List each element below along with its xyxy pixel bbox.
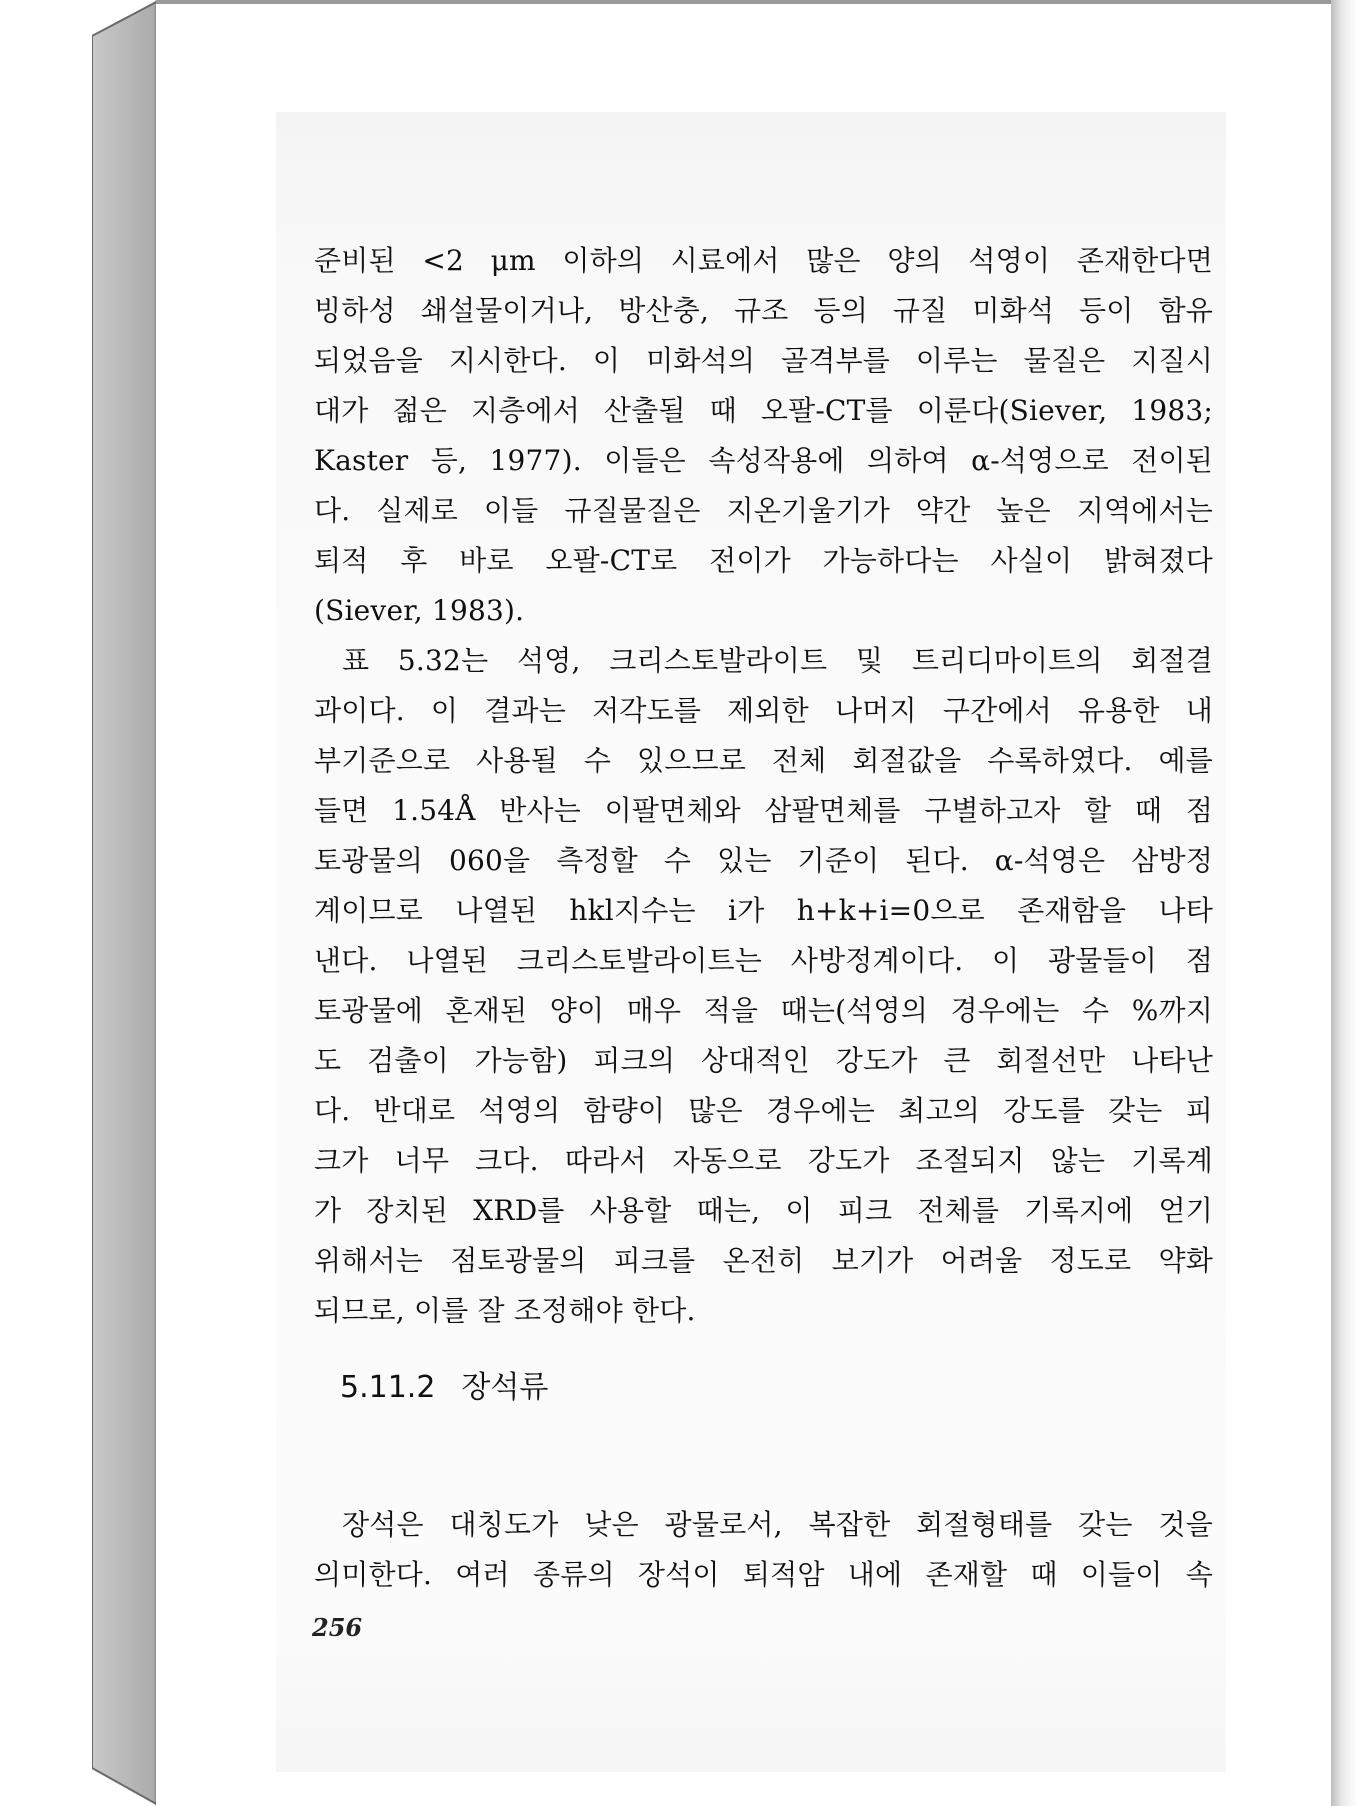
text-line: 토광물에 혼재된 양이 매우 적을 때는(석영의 경우에는 수 %까지	[314, 994, 1213, 1027]
text-line: 빙하성 쇄설물이거나, 방산충, 규조 등의 규질 미화석 등이 함유	[314, 294, 1213, 327]
text-line: 가 장치된 XRD를 사용할 때는, 이 피크 전체를 기록지에 얻기	[314, 1194, 1213, 1227]
text-line: Kaster 등, 1977). 이들은 속성작용에 의하여 α-석영으로 전이된	[314, 444, 1213, 477]
text-line: 장석은 대칭도가 낮은 광물로서, 복잡한 회절형태를 갖는 것을	[342, 1508, 1213, 1541]
text-line: 다. 실제로 이들 규질물질은 지온기울기가 약간 높은 지역에서는	[314, 494, 1213, 527]
section-heading	[340, 1362, 548, 1406]
text-line: 퇴적 후 바로 오팔-CT로 전이가 가능하다는 사실이 밝혀졌다	[314, 544, 1213, 577]
text-line: 표 5.32는 석영, 크리스토발라이트 및 트리디마이트의 회절결	[342, 644, 1213, 677]
text-line: 과이다. 이 결과는 저각도를 제외한 나머지 구간에서 유용한 내	[314, 694, 1213, 727]
book-spine	[92, 0, 160, 1806]
page-top-edge	[156, 0, 1331, 4]
text-line: 도 검출이 가능함) 피크의 상대적인 강도가 큰 회절선만 나타난	[314, 1044, 1213, 1077]
text-line: 토광물의 060을 측정할 수 있는 기준이 된다. α-석영은 삼방정	[314, 844, 1213, 877]
page-number: 256	[312, 1613, 363, 1642]
page-right-shadow	[1331, 0, 1357, 1806]
text-line: 준비된 <2 μm 이하의 시료에서 많은 양의 석영이 존재한다면	[314, 244, 1213, 277]
text-line: 계이므로 나열된 hkl지수는 i가 h+k+i=0으로 존재함을 나타	[314, 894, 1213, 927]
text-line: 의미한다. 여러 종류의 장석이 퇴적암 내에 존재할 때 이들이 속	[314, 1558, 1213, 1591]
text-line: 되므로, 이를 잘 조정해야 한다.	[314, 1294, 696, 1327]
text-line: 부기준으로 사용될 수 있으므로 전체 회절값을 수록하였다. 예를	[314, 744, 1213, 777]
section-title: 장석류	[461, 1370, 549, 1405]
text-line: 낸다. 나열된 크리스토발라이트는 사방정계이다. 이 광물들이 점	[314, 944, 1213, 977]
text-line: 위해서는 점토광물의 피크를 온전히 보기가 어려울 정도로 약화	[314, 1244, 1213, 1277]
body-text	[314, 236, 1213, 1336]
section-number: 5.11.2	[340, 1370, 436, 1405]
text-line: (Siever, 1983).	[314, 594, 525, 627]
body-text-continued	[314, 1500, 1213, 1600]
text-line: 대가 젊은 지층에서 산출될 때 오팔-CT를 이룬다(Siever, 1983;	[314, 394, 1213, 427]
text-line: 되었음을 지시한다. 이 미화석의 골격부를 이루는 물질은 지질시	[314, 344, 1213, 377]
text-line: 들면 1.54Å 반사는 이팔면체와 삼팔면체를 구별하고자 할 때 점	[314, 794, 1213, 827]
text-line: 크가 너무 크다. 따라서 자동으로 강도가 조절되지 않는 기록계	[314, 1144, 1213, 1177]
text-line: 다. 반대로 석영의 함량이 많은 경우에는 최고의 강도를 갖는 피	[314, 1094, 1213, 1127]
